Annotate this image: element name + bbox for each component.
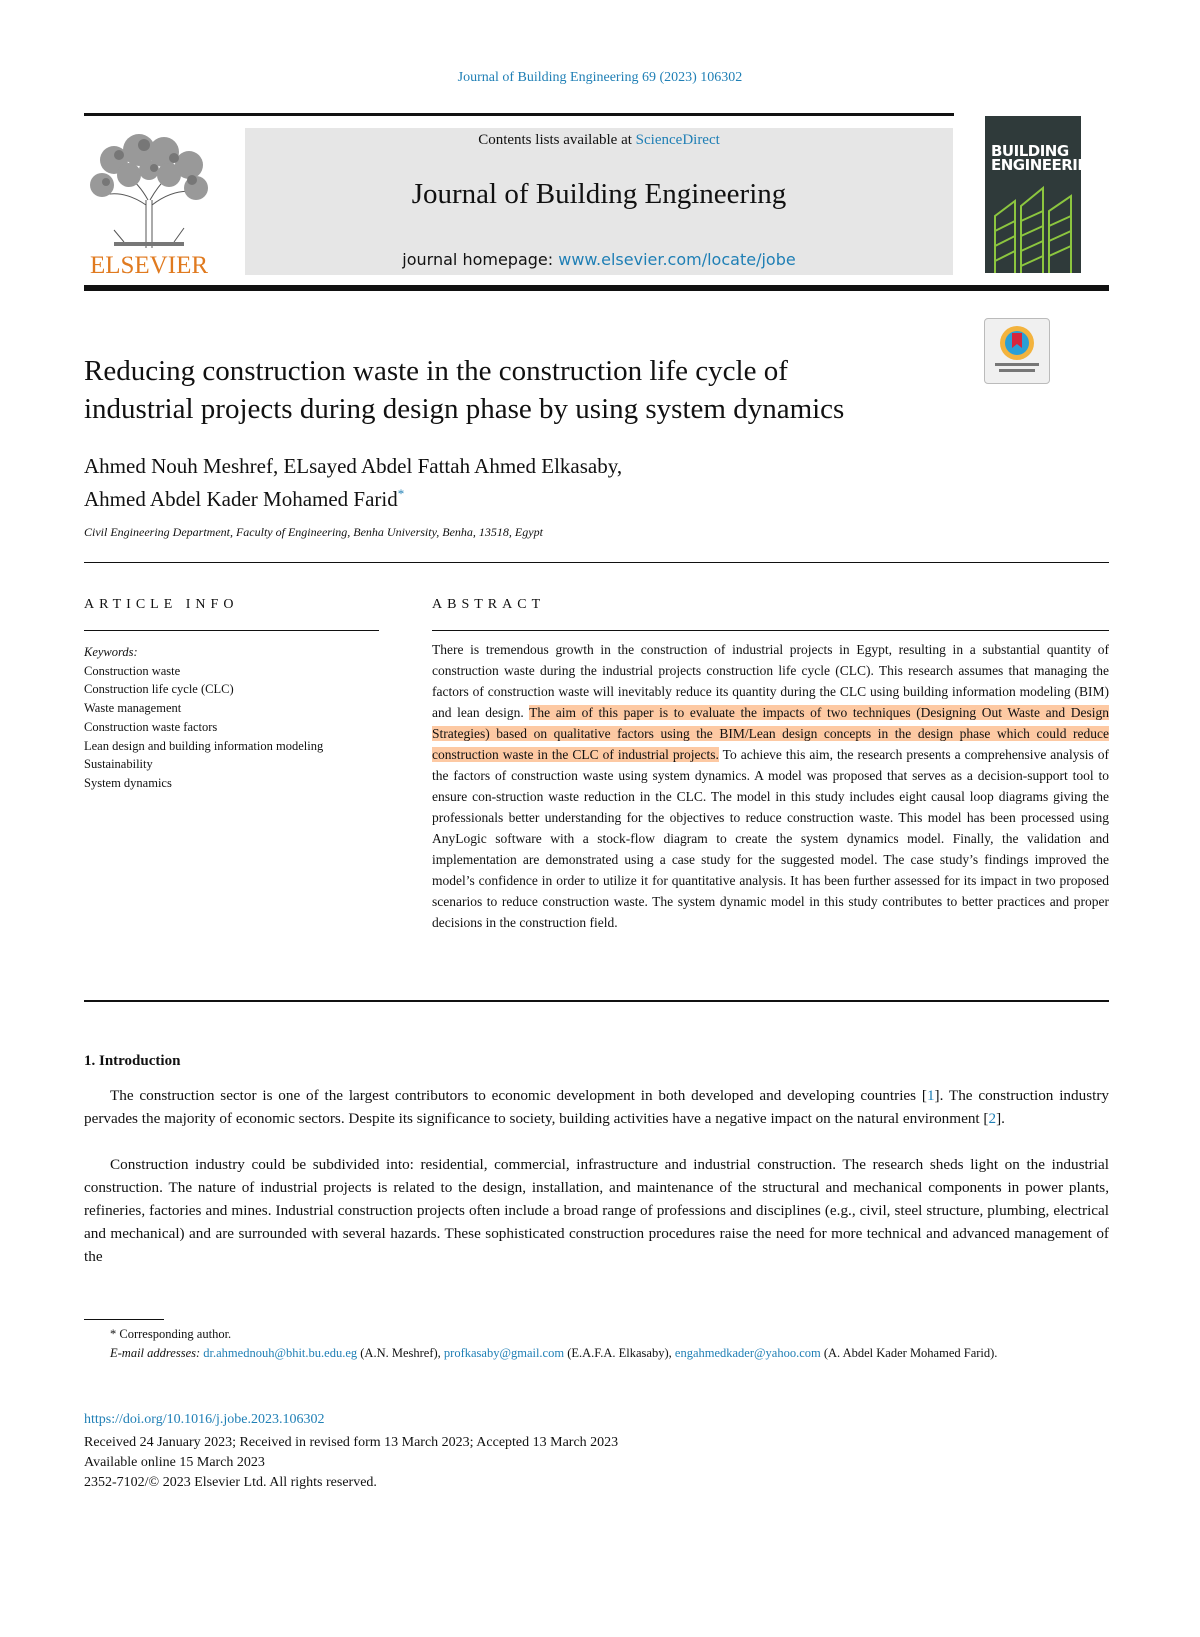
keyword-item: Sustainability [84, 757, 153, 772]
email-owner-2: (E.A.F.A. Elkasaby), [564, 1346, 675, 1360]
keyword-item: Lean design and building information modeling [84, 738, 324, 753]
article-title-line1: Reducing construction waste in the construction life cycle of [84, 355, 788, 387]
abstract-text [432, 639, 1109, 933]
keyword-item: Construction life cycle (CLC) [84, 682, 234, 697]
abstract-heading: ABSTRACT [432, 597, 546, 612]
intro-p1-text-c: ]. [996, 1110, 1005, 1127]
email-link-2[interactable]: profkasaby@gmail.com [443, 1346, 565, 1360]
introduction-heading: 1. Introduction [84, 1053, 181, 1069]
keyword-item: Construction waste factors [84, 719, 218, 734]
elsevier-logo [84, 130, 214, 280]
article-title-line2: industrial projects during design phase by using system dynamics [84, 393, 845, 425]
publisher-name: ELSEVIER [89, 252, 209, 279]
affiliation: Civil Engineering Department, Faculty of Engineering, Benha University, Benha, 13518, Egypt [84, 525, 543, 539]
keywords-block [84, 643, 384, 793]
journal-cover [985, 116, 1102, 273]
citation-link-2[interactable]: 2 [988, 1110, 997, 1127]
authors-line2-wrap [84, 480, 984, 513]
corresponding-author-mark[interactable]: * [397, 486, 405, 501]
sciencedirect-link[interactable]: ScienceDirect [635, 132, 720, 148]
email-link-1[interactable]: dr.ahmednouh@bhit.bu.edu.eg [203, 1346, 358, 1360]
intro-p1-text-b: ]. The construction industry pervades the majority of economic sectors. Despite its significance to society, building activities have a negative impact on the natural environment [ [84, 1087, 1109, 1127]
masthead-rule [84, 285, 1109, 291]
abstract-text-start: There is tremendous growth in the construction of industrial projects in Egypt, resulting in a substantial quantity of construction waste during the industrial projects construction life cycle (CLC). This research assumes that managing the factors of construction waste will inevitably reduce its quantity during the CLC using building information modeling (BIM) and lean design. [432, 642, 1109, 720]
article-info-rule [84, 630, 379, 631]
abstract-text-end: To achieve this aim, the research presents a comprehensive analysis of the factors of construction waste using system dynamics. A model was proposed that serves as a decision-support tool to ensure con-struction waste reduction in the CLC. The model in this study includes eight causal loop diagrams giving the professionals better understanding for the objectives to reduce construction waste. This model has been processed using AnyLogic software with a stock-flow diagram to create the system dynamics model. Finally, the validation and implementation are demonstrated using a case study for the suggested model. The case study’s findings improved the model’s confidence in order to utilize it for quantitative analysis. It has been further assessed for its impact in two proposed scenarios to reduce construction waste. The system dynamic model in this study contributes to better practices and proper decisions in the construction field. [432, 747, 1110, 930]
homepage-line [245, 250, 953, 269]
homepage-link[interactable]: www.elsevier.com/locate/jobe [558, 250, 796, 269]
check-for-updates-button[interactable] [984, 318, 1050, 384]
running-head[interactable]: Journal of Building Engineering 69 (2023) 106302 [457, 70, 743, 85]
keyword-item: System dynamics [84, 775, 172, 790]
cover-title-line1: BUILDING [991, 142, 1069, 160]
email-label: E-mail addresses: [110, 1346, 201, 1360]
keyword-item: Waste management [84, 701, 182, 716]
article-title [84, 352, 964, 428]
email-footnote [84, 1344, 1109, 1363]
keyword-item: Construction waste [84, 663, 181, 678]
abstract-bottom-rule [84, 1000, 1109, 1002]
intro-paragraph-1 [84, 1084, 1109, 1130]
contents-line [245, 132, 953, 149]
elsevier-tree-icon [84, 130, 214, 250]
cover-title-line2: ENGINEERING [991, 156, 1102, 174]
header-rule [84, 113, 954, 116]
intro-paragraph-2: Construction industry could be subdivided into: residential, commercial, infrastructure and industrial construction. The research sheds light on the industrial construction. The nature of industrial projects is related to the design, installation, and maintenance of the structural and mechanical components in power plants, refineries, factories and mines. Industrial construction projects often include a broad range of professions and disciplines (e.g., civil, steel structure, plumbing, electrical and mechanical) and are surrounded with several hazards. These sophisticated construction procedures raise the need for more technical and advanced management of the [84, 1156, 1109, 1265]
homepage-prefix: journal homepage: [402, 250, 554, 269]
contents-prefix: Contents lists available at [478, 132, 632, 148]
journal-title: Journal of Building Engineering [411, 178, 787, 210]
intro-p1-text-a: The construction sector is one of the largest contributors to economic development in both developed and developing countries [ [110, 1087, 927, 1104]
email-owner-1: (A.N. Meshref), [357, 1346, 444, 1360]
email-link-3[interactable]: engahmedkader@yahoo.com [674, 1346, 821, 1360]
affiliation-rule [84, 562, 1109, 563]
cover-building-art [985, 176, 1081, 273]
check-for-updates-icon [985, 319, 1049, 383]
available-online: Available online 15 March 2023 [84, 1455, 265, 1470]
citation-link-1[interactable]: 1 [926, 1087, 935, 1104]
email-owner-3: (A. Abdel Kader Mohamed Farid). [820, 1346, 998, 1360]
cover-title [991, 144, 1101, 172]
author-list [84, 453, 984, 513]
authors-line1: Ahmed Nouh Meshref, ELsayed Abdel Fattah Ahmed Elkasaby, [84, 454, 623, 478]
corresponding-author-note: * Corresponding author. [110, 1327, 232, 1341]
journal-masthead [245, 128, 953, 275]
keywords-label: Keywords: [84, 645, 138, 659]
copyright-line: 2352-7102/© 2023 Elsevier Ltd. All rights reserved. [84, 1475, 377, 1490]
abstract-rule [432, 630, 1109, 631]
abstract-highlight[interactable]: The aim of this paper is to evaluate the impacts of two techniques (Designing Out Waste and Design Strategies) based on qualitative factors using the BIM/Lean design concepts in the design phase which could reduce construction waste in the CLC of industrial projects. [432, 705, 1109, 762]
article-history: Received 24 January 2023; Received in revised form 13 March 2023; Accepted 13 March 2023 [84, 1435, 619, 1450]
article-info-heading: ARTICLE INFO [84, 597, 239, 612]
authors-line2: Ahmed Abdel Kader Mohamed Farid [84, 487, 398, 511]
footnote-rule [84, 1319, 164, 1320]
doi-link[interactable]: https://doi.org/10.1016/j.jobe.2023.106302 [84, 1412, 325, 1427]
